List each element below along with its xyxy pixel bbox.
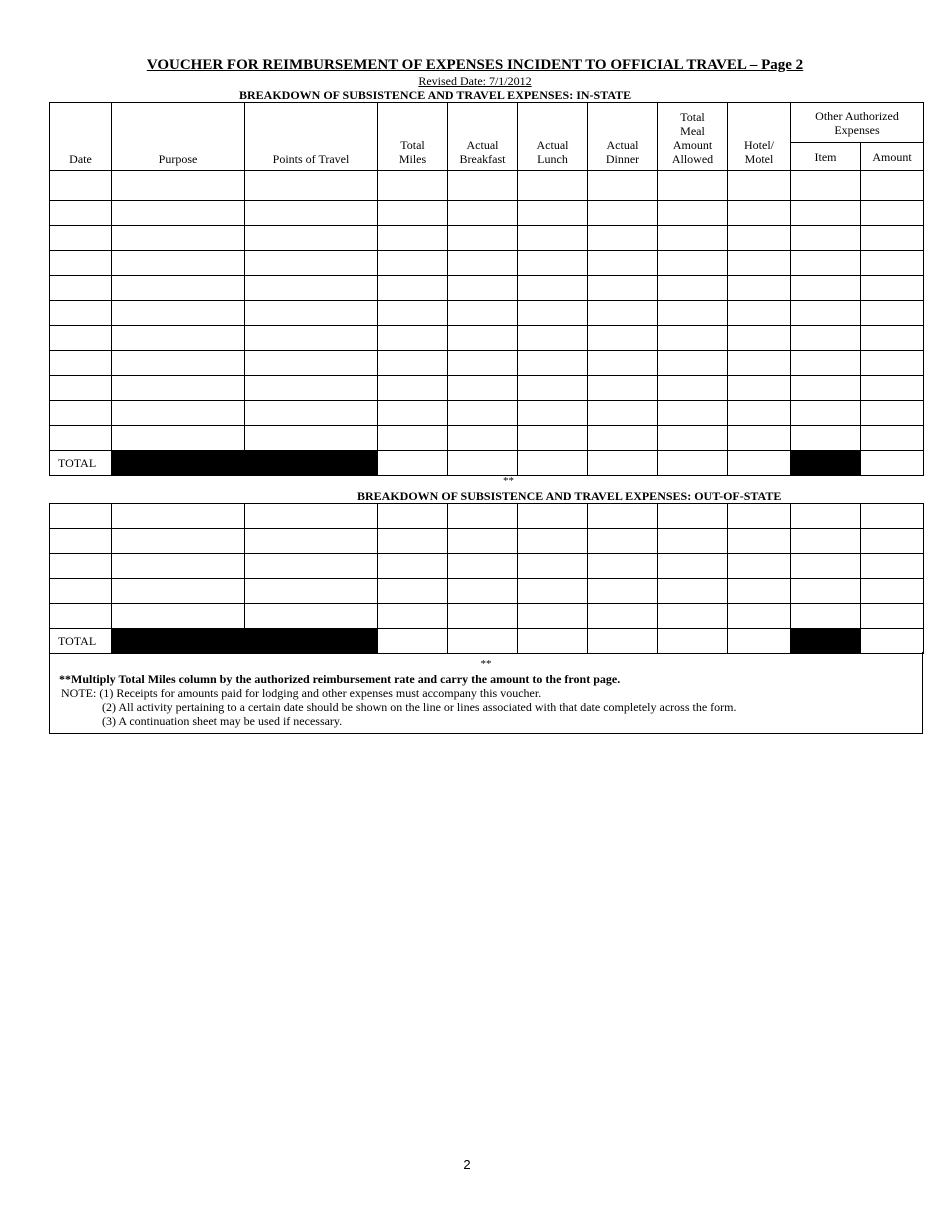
note-activity: (2) All activity pertaining to a certain date should be shown on the line or lines associated with that date completely across the form. [102,700,737,714]
in-state-cell-date[interactable] [50,401,112,426]
out-of-state-cell-hotel-motel[interactable] [728,529,791,554]
out-of-state-cell-purpose[interactable] [112,529,245,554]
out-of-state-cell-other-item[interactable] [791,529,861,554]
in-state-cell-other-item[interactable] [791,426,861,451]
out-of-state-total-total-meal-amount-allowed[interactable] [658,629,728,654]
out-of-state-cell-actual-breakfast[interactable] [448,579,518,604]
in-state-cell-points-of-travel[interactable] [245,201,378,226]
note-continuation: (3) A continuation sheet may be used if necessary. [102,714,343,728]
in-state-cell-total-miles[interactable] [378,251,448,276]
in-state-cell-other-amount[interactable] [861,201,924,226]
in-state-total-item-blackout [791,451,861,476]
in-state-cell-date[interactable] [50,301,112,326]
in-state-cell-actual-lunch[interactable] [518,226,588,251]
in-state-cell-total-miles[interactable] [378,351,448,376]
out-of-state-cell-points-of-travel[interactable] [245,529,378,554]
in-state-cell-date[interactable] [50,226,112,251]
notes-box [49,652,923,734]
out-of-state-cell-hotel-motel[interactable] [728,504,791,529]
out-of-state-total-label: TOTAL [50,629,112,654]
in-state-cell-total-meal-amount-allowed[interactable] [658,276,728,301]
in-state-cell-total-miles[interactable] [378,401,448,426]
out-of-state-cell-total-miles[interactable] [378,554,448,579]
out-of-state-cell-hotel-motel[interactable] [728,604,791,629]
out-of-state-table [49,503,924,654]
out-of-state-cell-hotel-motel[interactable] [728,579,791,604]
in-state-cell-points-of-travel[interactable] [245,376,378,401]
out-of-state-total-hotel-motel[interactable] [728,629,791,654]
in-state-cell-other-amount[interactable] [861,171,924,201]
col-header-points-of-travel: Points of Travel [245,103,378,171]
out-of-state-cell-other-amount[interactable] [861,579,924,604]
in-state-cell-actual-lunch[interactable] [518,276,588,301]
in-state-cell-hotel-motel[interactable] [728,426,791,451]
out-of-state-total-item-blackout [791,629,861,654]
in-state-cell-total-miles[interactable] [378,276,448,301]
mileage-instruction: **Multiply Total Miles column by the authorized reimbursement rate and carry the amount to the front page. [59,672,621,686]
in-state-cell-other-amount[interactable] [861,326,924,351]
in-state-total-blackout [112,451,378,476]
in-state-cell-date[interactable] [50,376,112,401]
out-of-state-cell-total-meal-amount-allowed[interactable] [658,529,728,554]
out-of-state-cell-purpose[interactable] [112,554,245,579]
in-state-cell-other-item[interactable] [791,301,861,326]
in-state-cell-hotel-motel[interactable] [728,351,791,376]
in-state-total-total-miles[interactable] [378,451,448,476]
in-state-cell-actual-lunch[interactable] [518,376,588,401]
out-of-state-cell-actual-dinner[interactable] [588,529,658,554]
in-state-cell-other-amount[interactable] [861,401,924,426]
in-state-cell-points-of-travel[interactable] [245,171,378,201]
in-state-cell-other-item[interactable] [791,276,861,301]
in-state-cell-purpose[interactable] [112,326,245,351]
out-of-state-cell-actual-dinner[interactable] [588,504,658,529]
in-state-cell-total-meal-amount-allowed[interactable] [658,426,728,451]
in-state-cell-actual-dinner[interactable] [588,376,658,401]
in-state-table-row [50,251,924,276]
out-of-state-total-actual-lunch[interactable] [518,629,588,654]
in-state-cell-hotel-motel[interactable] [728,376,791,401]
in-state-cell-other-amount[interactable] [861,301,924,326]
in-state-cell-other-item[interactable] [791,326,861,351]
out-of-state-total-blackout [112,629,378,654]
out-of-state-cell-purpose[interactable] [112,604,245,629]
in-state-cell-purpose[interactable] [112,251,245,276]
out-of-state-cell-date[interactable] [50,579,112,604]
in-state-cell-other-item[interactable] [791,226,861,251]
in-state-cell-actual-lunch[interactable] [518,201,588,226]
in-state-cell-date[interactable] [50,171,112,201]
col-header-actual-lunch: Actual Lunch [518,103,588,171]
in-state-cell-total-meal-amount-allowed[interactable] [658,201,728,226]
in-state-cell-other-amount[interactable] [861,226,924,251]
out-of-state-cell-total-meal-amount-allowed[interactable] [658,504,728,529]
col-header-actual-breakfast: Actual Breakfast [448,103,518,171]
out-of-state-cell-purpose[interactable] [112,504,245,529]
out-of-state-cell-other-amount[interactable] [861,529,924,554]
out-of-state-cell-total-miles[interactable] [378,604,448,629]
form-title: VOUCHER FOR REIMBURSEMENT OF EXPENSES INCIDENT TO OFFICIAL TRAVEL – Page 2 [146,57,804,73]
in-state-cell-other-amount[interactable] [861,351,924,376]
in-state-cell-other-amount[interactable] [861,426,924,451]
in-state-total-other-amount[interactable] [861,451,924,476]
page-number: 2 [463,1157,471,1172]
out-of-state-cell-actual-lunch[interactable] [518,504,588,529]
in-state-cell-total-miles[interactable] [378,226,448,251]
in-state-cell-hotel-motel[interactable] [728,226,791,251]
in-state-cell-actual-dinner[interactable] [588,326,658,351]
in-state-cell-actual-breakfast[interactable] [448,226,518,251]
in-state-cell-actual-breakfast[interactable] [448,276,518,301]
in-state-cell-points-of-travel[interactable] [245,301,378,326]
out-of-state-table-row [50,579,924,604]
in-state-cell-purpose[interactable] [112,301,245,326]
in-state-table [49,102,924,476]
in-state-cell-points-of-travel[interactable] [245,426,378,451]
in-state-cell-total-meal-amount-allowed[interactable] [658,351,728,376]
out-of-state-cell-points-of-travel[interactable] [245,579,378,604]
out-of-state-section-title: BREAKDOWN OF SUBSISTENCE AND TRAVEL EXPENSES: OUT-OF-STATE [357,489,782,503]
in-state-cell-date[interactable] [50,426,112,451]
col-header-amount: Amount [861,143,924,171]
in-state-cell-actual-lunch[interactable] [518,251,588,276]
col-header-purpose: Purpose [112,103,245,171]
note-receipts: NOTE: (1) Receipts for amounts paid for lodging and other expenses must accompany this voucher. [61,686,542,700]
in-state-cell-actual-dinner[interactable] [588,201,658,226]
out-of-state-cell-date[interactable] [50,529,112,554]
in-state-cell-other-amount[interactable] [861,276,924,301]
out-of-state-cell-actual-dinner[interactable] [588,604,658,629]
in-state-cell-date[interactable] [50,351,112,376]
in-state-cell-actual-dinner[interactable] [588,171,658,201]
out-of-state-cell-other-item[interactable] [791,504,861,529]
in-state-cell-other-item[interactable] [791,171,861,201]
in-state-cell-total-meal-amount-allowed[interactable] [658,171,728,201]
in-state-cell-actual-lunch[interactable] [518,326,588,351]
in-state-total-total-meal-amount-allowed[interactable] [658,451,728,476]
out-of-state-cell-total-miles[interactable] [378,579,448,604]
in-state-cell-actual-dinner[interactable] [588,351,658,376]
in-state-cell-actual-lunch[interactable] [518,301,588,326]
in-state-total-actual-lunch[interactable] [518,451,588,476]
in-state-cell-hotel-motel[interactable] [728,326,791,351]
out-of-state-table-row [50,504,924,529]
in-state-cell-actual-dinner[interactable] [588,426,658,451]
in-state-table-row [50,351,924,376]
in-state-cell-other-amount[interactable] [861,251,924,276]
col-header-actual-dinner: Actual Dinner [588,103,658,171]
out-of-state-cell-actual-breakfast[interactable] [448,529,518,554]
in-state-cell-purpose[interactable] [112,276,245,301]
in-state-cell-actual-breakfast[interactable] [448,401,518,426]
in-state-table-row [50,226,924,251]
in-state-cell-hotel-motel[interactable] [728,171,791,201]
in-state-cell-total-miles[interactable] [378,326,448,351]
in-state-cell-date[interactable] [50,251,112,276]
out-of-state-cell-points-of-travel[interactable] [245,554,378,579]
out-of-state-cell-actual-dinner[interactable] [588,554,658,579]
in-state-cell-hotel-motel[interactable] [728,251,791,276]
out-of-state-cell-other-item[interactable] [791,579,861,604]
in-state-table-row [50,171,924,201]
in-state-table-row [50,376,924,401]
in-state-footnote-marker: ** [503,475,514,487]
out-of-state-cell-other-amount[interactable] [861,504,924,529]
col-header-total-meal-amount-allowed: Total Meal Amount Allowed [658,103,728,171]
in-state-cell-actual-breakfast[interactable] [448,376,518,401]
in-state-cell-purpose[interactable] [112,351,245,376]
in-state-cell-hotel-motel[interactable] [728,401,791,426]
in-state-total-label: TOTAL [50,451,112,476]
in-state-cell-hotel-motel[interactable] [728,301,791,326]
in-state-cell-actual-dinner[interactable] [588,301,658,326]
in-state-cell-purpose[interactable] [112,401,245,426]
in-state-cell-total-meal-amount-allowed[interactable] [658,251,728,276]
in-state-cell-actual-breakfast[interactable] [448,251,518,276]
in-state-cell-actual-dinner[interactable] [588,251,658,276]
out-of-state-table-row [50,529,924,554]
in-state-cell-other-item[interactable] [791,201,861,226]
in-state-cell-actual-lunch[interactable] [518,171,588,201]
out-of-state-cell-other-amount[interactable] [861,554,924,579]
in-state-cell-purpose[interactable] [112,201,245,226]
out-of-state-cell-other-amount[interactable] [861,604,924,629]
in-state-cell-total-meal-amount-allowed[interactable] [658,226,728,251]
in-state-cell-date[interactable] [50,201,112,226]
in-state-table-row [50,276,924,301]
out-of-state-cell-actual-breakfast[interactable] [448,554,518,579]
out-of-state-cell-points-of-travel[interactable] [245,604,378,629]
in-state-cell-points-of-travel[interactable] [245,226,378,251]
in-state-total-actual-breakfast[interactable] [448,451,518,476]
in-state-cell-total-miles[interactable] [378,171,448,201]
notes-footnote-marker: ** [480,658,492,670]
in-state-cell-purpose[interactable] [112,376,245,401]
in-state-cell-points-of-travel[interactable] [245,351,378,376]
in-state-table-row [50,201,924,226]
out-of-state-cell-actual-lunch[interactable] [518,554,588,579]
in-state-cell-points-of-travel[interactable] [245,251,378,276]
out-of-state-cell-actual-breakfast[interactable] [448,604,518,629]
in-state-cell-total-meal-amount-allowed[interactable] [658,376,728,401]
out-of-state-total-total-miles[interactable] [378,629,448,654]
in-state-table-row [50,326,924,351]
in-state-cell-total-meal-amount-allowed[interactable] [658,301,728,326]
out-of-state-total-actual-breakfast[interactable] [448,629,518,654]
in-state-cell-actual-breakfast[interactable] [448,351,518,376]
out-of-state-cell-total-miles[interactable] [378,504,448,529]
out-of-state-cell-actual-lunch[interactable] [518,579,588,604]
out-of-state-total-other-amount[interactable] [861,629,924,654]
in-state-cell-points-of-travel[interactable] [245,326,378,351]
in-state-cell-points-of-travel[interactable] [245,401,378,426]
in-state-cell-actual-dinner[interactable] [588,401,658,426]
in-state-cell-total-meal-amount-allowed[interactable] [658,326,728,351]
in-state-cell-actual-lunch[interactable] [518,401,588,426]
in-state-cell-hotel-motel[interactable] [728,201,791,226]
in-state-cell-purpose[interactable] [112,171,245,201]
out-of-state-cell-hotel-motel[interactable] [728,554,791,579]
in-state-total-actual-dinner[interactable] [588,451,658,476]
in-state-cell-total-meal-amount-allowed[interactable] [658,401,728,426]
out-of-state-cell-actual-breakfast[interactable] [448,504,518,529]
out-of-state-table-row [50,604,924,629]
in-state-cell-date[interactable] [50,276,112,301]
in-state-total-hotel-motel[interactable] [728,451,791,476]
out-of-state-cell-actual-lunch[interactable] [518,529,588,554]
out-of-state-cell-date[interactable] [50,604,112,629]
in-state-cell-total-miles[interactable] [378,201,448,226]
in-state-cell-actual-dinner[interactable] [588,276,658,301]
col-header-date: Date [50,103,112,171]
out-of-state-cell-other-item[interactable] [791,604,861,629]
in-state-cell-other-item[interactable] [791,351,861,376]
out-of-state-cell-actual-dinner[interactable] [588,579,658,604]
in-state-cell-other-item[interactable] [791,251,861,276]
in-state-cell-purpose[interactable] [112,226,245,251]
in-state-cell-total-miles[interactable] [378,301,448,326]
in-state-cell-other-amount[interactable] [861,376,924,401]
out-of-state-cell-other-item[interactable] [791,554,861,579]
in-state-cell-actual-breakfast[interactable] [448,426,518,451]
in-state-cell-actual-lunch[interactable] [518,426,588,451]
in-state-cell-points-of-travel[interactable] [245,276,378,301]
in-state-cell-total-miles[interactable] [378,376,448,401]
col-header-total-miles: Total Miles [378,103,448,171]
in-state-cell-actual-breakfast[interactable] [448,171,518,201]
in-state-cell-actual-dinner[interactable] [588,226,658,251]
out-of-state-total-actual-dinner[interactable] [588,629,658,654]
out-of-state-cell-points-of-travel[interactable] [245,504,378,529]
in-state-cell-other-item[interactable] [791,401,861,426]
in-state-cell-actual-lunch[interactable] [518,351,588,376]
out-of-state-cell-total-meal-amount-allowed[interactable] [658,554,728,579]
out-of-state-cell-total-meal-amount-allowed[interactable] [658,579,728,604]
out-of-state-cell-actual-lunch[interactable] [518,604,588,629]
in-state-cell-date[interactable] [50,326,112,351]
in-state-cell-actual-breakfast[interactable] [448,301,518,326]
in-state-table-row [50,401,924,426]
out-of-state-total-row [50,629,924,654]
out-of-state-cell-purpose[interactable] [112,579,245,604]
in-state-table-row [50,301,924,326]
in-state-cell-other-item[interactable] [791,376,861,401]
in-state-total-row [50,451,924,476]
in-state-cell-purpose[interactable] [112,426,245,451]
out-of-state-cell-date[interactable] [50,554,112,579]
revised-date: Revised Date: 7/1/2012 [418,74,532,88]
out-of-state-cell-total-meal-amount-allowed[interactable] [658,604,728,629]
out-of-state-table-row [50,554,924,579]
col-header-other-authorized-expenses: Other Authorized Expenses [791,103,924,143]
col-header-hotel-motel: Hotel/ Motel [728,103,791,171]
out-of-state-cell-date[interactable] [50,504,112,529]
in-state-cell-actual-breakfast[interactable] [448,201,518,226]
in-state-section-title: BREAKDOWN OF SUBSISTENCE AND TRAVEL EXPENSES: IN-STATE [239,88,632,102]
col-header-item: Item [791,143,861,171]
in-state-cell-total-miles[interactable] [378,426,448,451]
in-state-cell-hotel-motel[interactable] [728,276,791,301]
in-state-table-row [50,426,924,451]
in-state-cell-actual-breakfast[interactable] [448,326,518,351]
out-of-state-cell-total-miles[interactable] [378,529,448,554]
